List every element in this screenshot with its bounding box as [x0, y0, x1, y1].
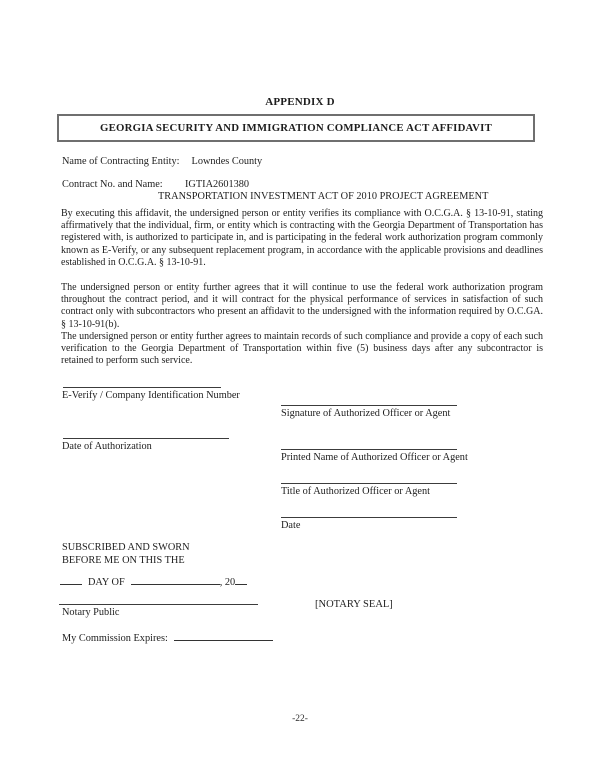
notary-public-line: [59, 604, 258, 605]
printed-name-label: Printed Name of Authorized Officer or Agent: [281, 452, 468, 463]
notary-seal-text: [NOTARY SEAL]: [315, 599, 393, 610]
paragraph-continued-use: The undersigned person or entity further agrees that it will continue to use the federal work authorization program throughout the contract period, and it will contract for the physical performance of services in satisfaction of such contract only with subcontractors who present an affidavit to the undersigned with the information required by O.C.GA. § 13-10-91(b).: [61, 282, 543, 330]
signature-line: [281, 405, 457, 406]
contract-label: Contract No. and Name:: [62, 179, 163, 190]
affidavit-title-box: [57, 114, 535, 142]
subscribed-sworn-block: [62, 542, 190, 567]
contracting-entity-value: Lowndes County: [191, 156, 263, 167]
day-of-row: [60, 575, 247, 588]
year-prefix: , 20: [219, 577, 236, 588]
date-label: Date: [281, 520, 301, 531]
date-of-authorization-label: Date of Authorization: [62, 441, 152, 452]
contracting-entity-label: Name of Contracting Entity:: [62, 156, 180, 167]
year-blank-line: [235, 575, 247, 585]
notary-public-label: Notary Public: [62, 607, 120, 618]
month-blank-line: [131, 575, 220, 585]
commission-expires-label: My Commission Expires:: [62, 633, 168, 644]
contracting-entity-row: [62, 156, 262, 167]
day-of-label: DAY OF: [88, 577, 125, 588]
contract-number: IGTIA2601380: [185, 179, 250, 190]
commission-expires-row: [62, 631, 273, 644]
everify-number-line: [63, 387, 221, 388]
appendix-label: APPENDIX D: [265, 96, 335, 108]
commission-expires-blank-line: [174, 631, 273, 641]
paragraph-compliance: By executing this affidavit, the undersigned person or entity verifies its compliance with O.C.G.A. § 13-10-91, stating affirmatively that the individual, firm, or entity which is contracting with the Georgia Department of Transportation has registered with, is authorized to participate in, and is participating in the federal work authorization program commonly known as E-Verify, or any subsequent replacement program, in accordance with the applicable provisions and deadlines established in O.C.G.A. § 13-10-91.: [61, 208, 543, 268]
title-line: [281, 483, 457, 484]
subscribed-line2: BEFORE ME ON THIS THE: [62, 554, 185, 566]
signature-label: Signature of Authorized Officer or Agent: [281, 408, 451, 419]
day-blank-line: [60, 575, 82, 585]
contract-name: TRANSPORTATION INVESTMENT ACT OF 2010 PROJECT AGREEMENT: [158, 191, 489, 202]
date-line: [281, 517, 457, 518]
subscribed-line1: SUBSCRIBED AND SWORN: [62, 542, 190, 553]
affidavit-title: GEORGIA SECURITY AND IMMIGRATION COMPLIANCE ACT AFFIDAVIT: [100, 122, 492, 134]
title-label: Title of Authorized Officer or Agent: [281, 486, 430, 497]
footer-page-number: -22-: [292, 714, 308, 724]
printed-name-line: [281, 449, 457, 450]
contract-row: [62, 179, 542, 190]
everify-label: E-Verify / Company Identification Number: [62, 390, 240, 401]
paragraph-records: The undersigned person or entity further agrees to maintain records of such compliance and provide a copy of each such verification to the Georgia Department of Transportation within five (5) business days after any subcontractor is retained to perform such service.: [61, 331, 543, 367]
date-of-authorization-line: [63, 438, 229, 439]
